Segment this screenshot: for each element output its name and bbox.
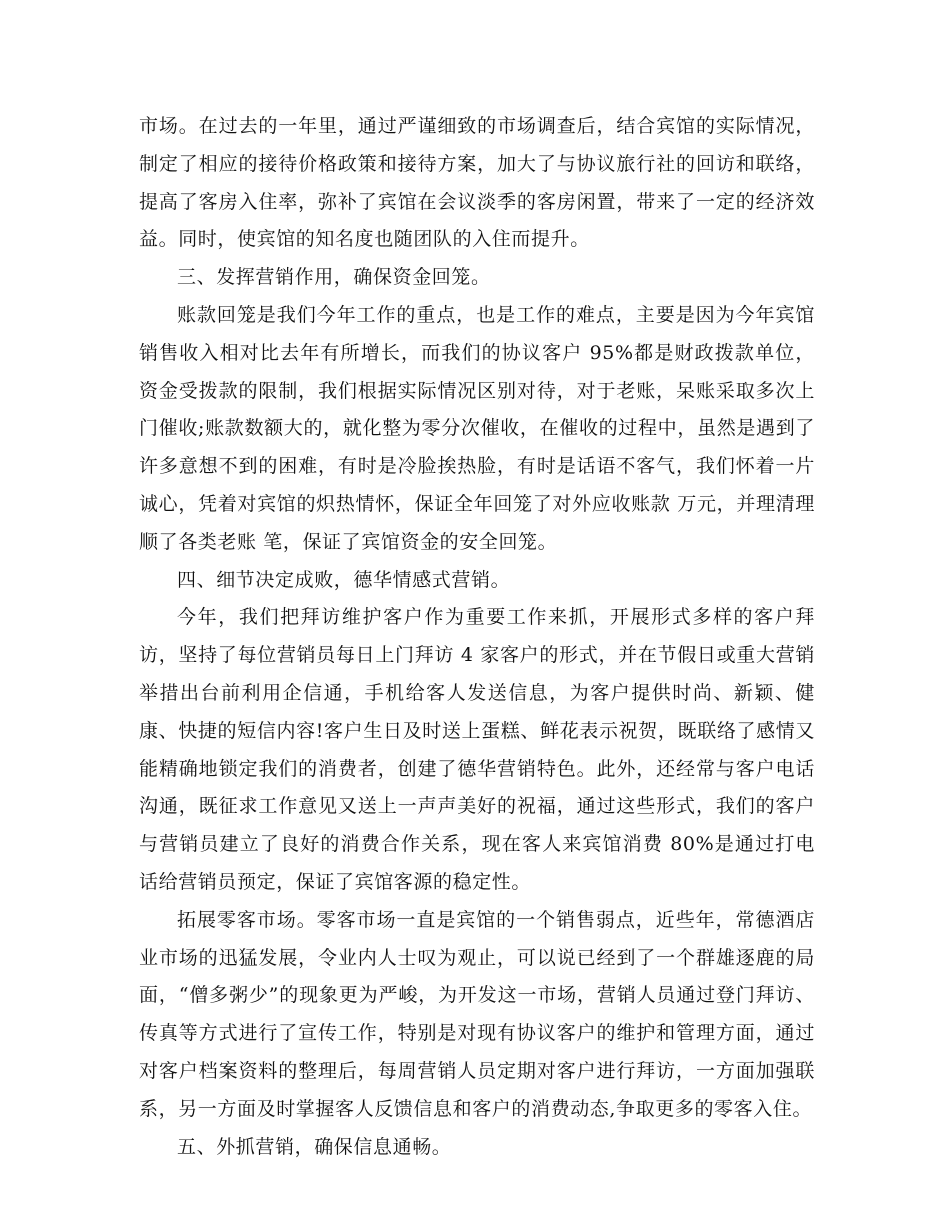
body-paragraph-walk-in-market: 拓展零客市场。零客市场一直是宾馆的一个销售弱点，近些年，常德酒店业市场的迅猛发展，令业内人士叹为观止，可以说已经到了一个群雄逐鹿的局面，“僧多粥少”的现象更为严峻，为开发这一市场，营销人员通过登门拜访、传真等方式进行了宣传工作，特别是对现有协议客户的维护和管理方面，通过对客户档案资料的整理后，每周营销人员定期对客户进行拜访，一方面加强联系，另一方面及时掌握客人反馈信息和客户的消费动态,争取更多的零客入住。	[139, 908, 815, 1120]
document-page	[139, 108, 815, 1166]
section-heading-4: 四、细节决定成败，德华情感式营销。	[177, 568, 511, 591]
body-paragraph-client-visits: 今年，我们把拜访维护客户作为重要工作来抓，开展形式多样的客户拜访，坚持了每位营销员每日上门拜访 4 家客户的形式，并在节假日或重大营销举措出台前利用企信通，手机给客人发送信息，为客户提供时尚、新颖、健康、快捷的短信内容!客户生日及时送上蛋糕、鲜花表示祝贺，既联络了感情又能精确地锁定我们的消费者，创建了德华营销特色。此外，还经常与客户电话沟通，既征求工作意见又送上一声声美好的祝福，通过这些形式，我们的客户与营销员建立了良好的消费合作关系，现在客人来宾馆消费 80%是通过打电话给营销员预定，保证了宾馆客源的稳定性。	[139, 606, 815, 893]
body-paragraph-collections: 账款回笼是我们今年工作的重点，也是工作的难点，主要是因为今年宾馆销售收入相对比去年有所增长，而我们的协议客户 95%都是财政拨款单位，资金受拨款的限制，我们根据实际情况区别对待，对于老账，呆账采取多次上门催收;账款数额大的，就化整为零分次催收，在催收的过程中，虽然是遇到了许多意想不到的困难，有时是冷脸挨热脸，有时是话语不客气，我们怀着一片诚心，凭着对宾馆的炽热情怀，保证全年回笼了对外应收账款 万元，并理清理顺了各类老账 笔，保证了宾馆资金的安全回笼。	[139, 303, 815, 553]
section-heading-3: 三、发挥营销作用，确保资金回笼。	[177, 266, 491, 289]
body-paragraph-continuation: 市场。在过去的一年里，通过严谨细致的市场调查后，结合宾馆的实际情况，制定了相应的接待价格政策和接待方案，加大了与协议旅行社的回访和联络，提高了客房入住率，弥补了宾馆在会议淡季的客房闲置，带来了一定的经济效益。同时，使宾馆的知名度也随团队的入住而提升。	[139, 115, 815, 251]
section-heading-5: 五、外抓营销，确保信息通畅。	[177, 1135, 452, 1158]
